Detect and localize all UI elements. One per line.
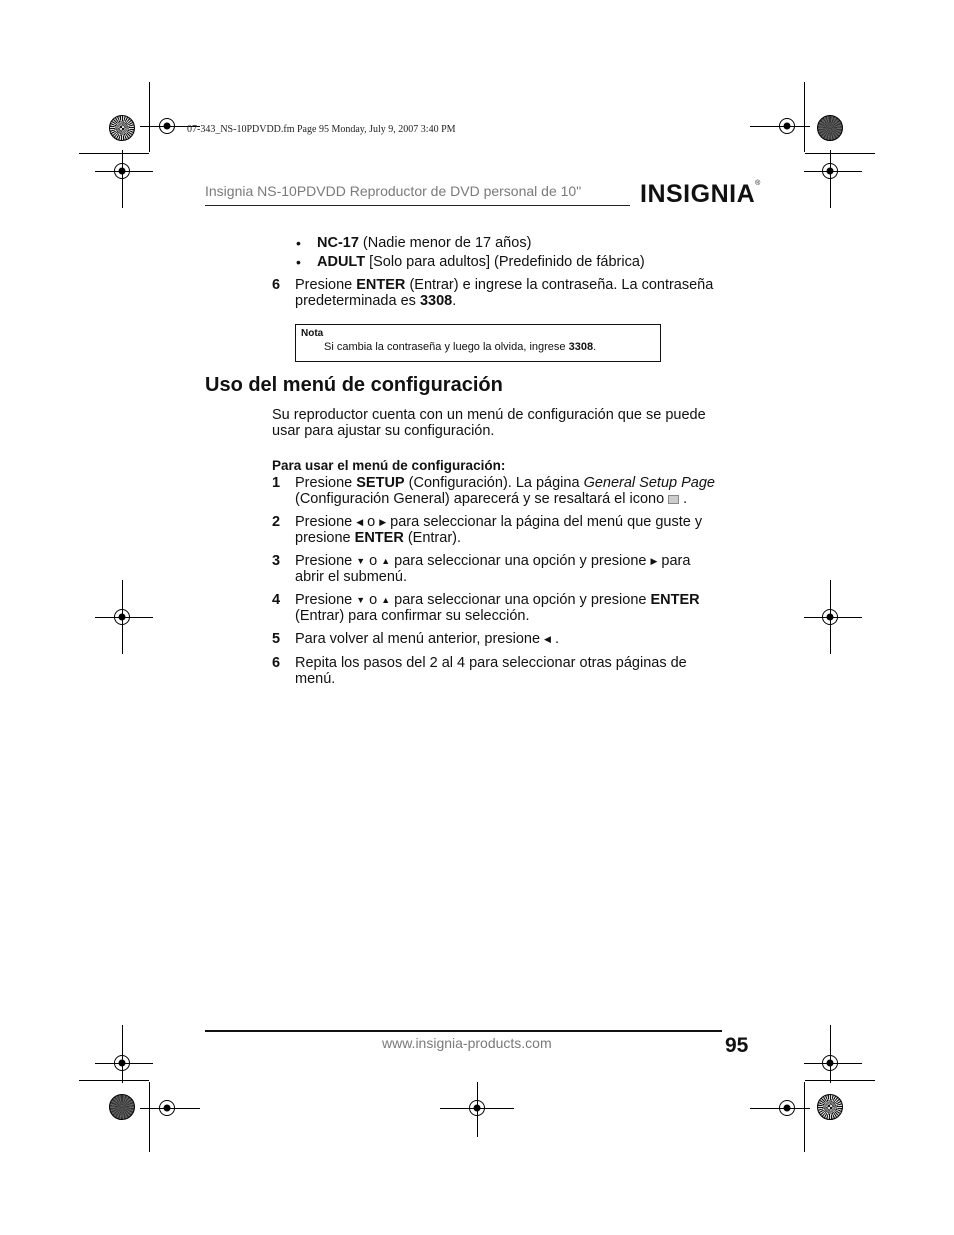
step-text: menú. [295,671,336,687]
intro-text: Su reproductor cuenta con un menú de configuración que se puede [272,407,706,423]
right-arrow-icon: ▶ [650,556,658,566]
footer-rule [205,1030,722,1032]
step-number: 6 [272,655,281,671]
up-arrow-icon: ▲ [381,595,391,605]
step-text: (Configuración General) aparecerá y se resaltará el icono . [295,491,688,507]
step-text: abrir el submenú. [295,569,408,585]
step-text: (Entrar) para confirmar su selección. [295,608,530,624]
crop-mark [805,153,875,154]
crosshair-icon [822,609,838,625]
step-number: 3 [272,553,281,569]
crop-mark [830,1025,831,1083]
bullet-icon: • [296,235,301,251]
crosshair-icon [822,163,838,179]
step-text: Presione ▼ o ▲ para seleccionar una opción y presione ▶ para [295,553,691,569]
insignia-logo: INSIGNIA® [640,180,761,208]
note-box [295,324,661,362]
step-text: Presione SETUP (Configuración). La página General Setup Page [295,475,715,491]
crosshair-icon [469,1100,485,1116]
down-arrow-icon: ▼ [356,556,366,566]
step-number: 4 [272,592,281,608]
registration-dial-icon [817,1094,843,1120]
running-title: Insignia NS-10PDVDD Reproductor de DVD personal de 10" [205,183,582,199]
left-arrow-icon: ◀ [356,517,364,527]
general-setup-icon [668,495,679,504]
crop-mark [122,150,123,208]
list-item: NC-17 (Nadie menor de 17 años) [317,235,532,251]
step-text: presione ENTER (Entrar). [295,530,462,546]
crosshair-icon [114,1055,130,1071]
down-arrow-icon: ▼ [356,595,366,605]
crop-mark [122,1025,123,1083]
crop-mark [79,153,149,154]
intro-text: usar para ajustar su configuración. [272,423,495,439]
registration-dial-icon [109,1094,135,1120]
step-text: Para volver al menú anterior, presione ◀ . [295,631,559,647]
crosshair-icon [779,1100,795,1116]
step-number: 2 [272,514,281,530]
footer-url: www.insignia-products.com [382,1035,552,1051]
up-arrow-icon: ▲ [381,556,391,566]
registration-dial-icon [109,115,135,141]
crop-mark [804,82,805,152]
header-rule [205,205,630,206]
step-text: predeterminada es 3308. [295,293,457,309]
step-text: Presione ▼ o ▲ para seleccionar una opción y presione ENTER [295,592,700,608]
list-item: ADULT [Solo para adultos] (Predefinido de fábrica) [317,254,645,270]
procedure-title: Para usar el menú de configuración: [272,458,506,473]
crop-mark [830,150,831,208]
step-text: Repita los pasos del 2 al 4 para seleccionar otras páginas de [295,655,687,671]
crop-mark [805,1080,875,1081]
step-text: Presione ◀ o ▶ para seleccionar la página del menú que guste y [295,514,703,530]
crosshair-icon [159,1100,175,1116]
page-number: 95 [725,1034,749,1057]
crosshair-icon [114,609,130,625]
crop-mark [804,1082,805,1152]
bullet-icon: • [296,254,301,270]
step-number: 5 [272,631,281,647]
crosshair-icon [159,118,175,134]
section-title: Uso del menú de configuración [205,374,503,396]
crop-mark [149,1082,150,1152]
crosshair-icon [779,118,795,134]
crosshair-icon [822,1055,838,1071]
logo-text: INSIGNIA [640,180,756,208]
note-text: Si cambia la contraseña y luego la olvida, ingrese 3308. [324,341,597,353]
right-arrow-icon: ▶ [379,517,387,527]
crop-mark [79,1080,149,1081]
step-number: 1 [272,475,281,491]
registration-dial-icon [817,115,843,141]
step-text: Presione ENTER (Entrar) e ingrese la contraseña. La contraseña [295,277,714,293]
crosshair-icon [114,163,130,179]
crop-mark [149,82,150,152]
note-title: Nota [301,328,324,339]
step-number: 6 [272,277,281,293]
file-info: 07-343_NS-10PDVDD.fm Page 95 Monday, July 9, 2007 3:40 PM [187,124,456,135]
left-arrow-icon: ◀ [544,634,551,644]
